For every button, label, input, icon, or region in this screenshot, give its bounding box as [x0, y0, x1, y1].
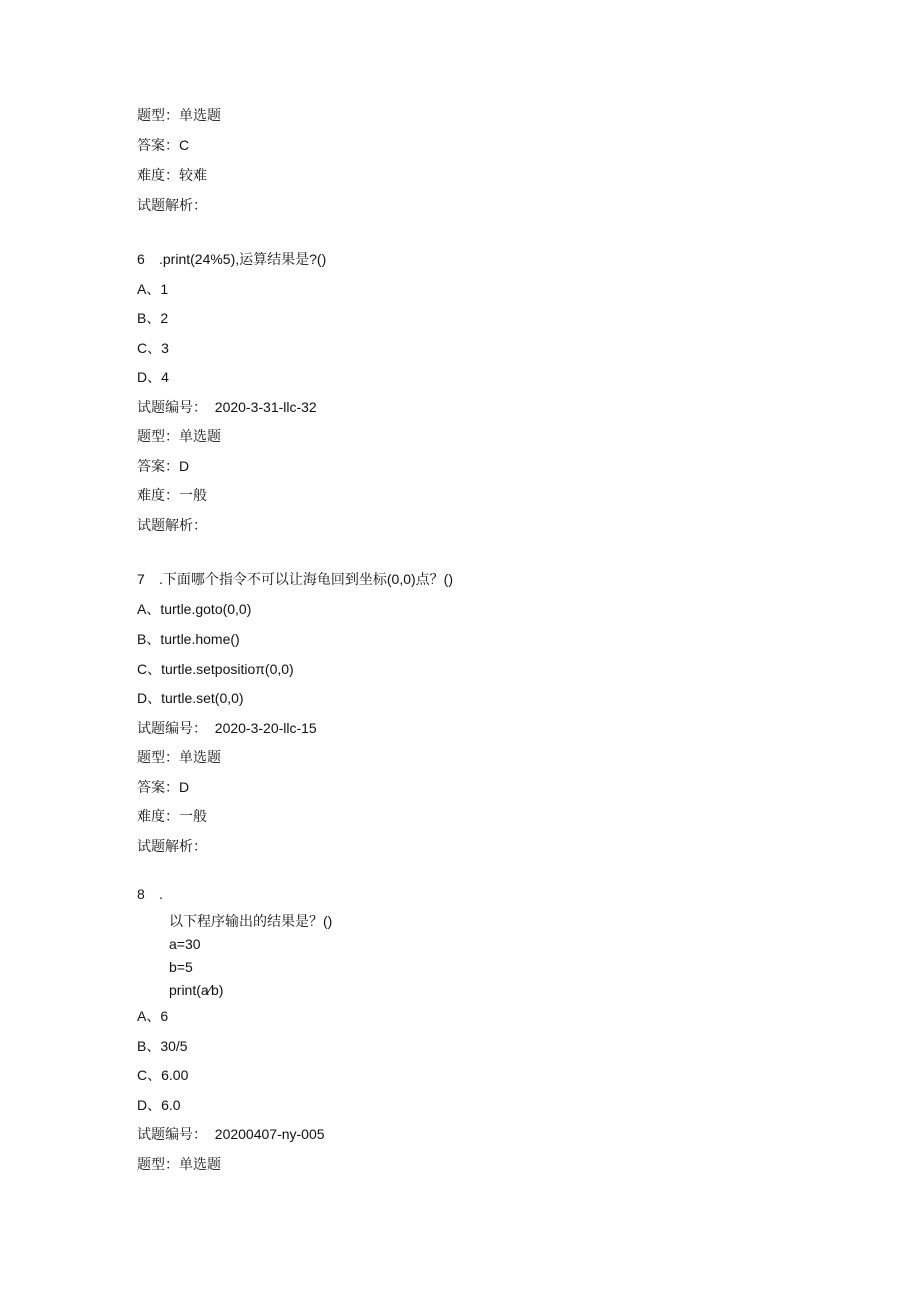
q7-option-c: C、turtle.setpositioπ(0,0) [137, 661, 294, 677]
prev-answer: 答案：C [137, 137, 190, 153]
q7-answer: 答案：D [137, 779, 190, 795]
q7-difficulty: 难度：一般 [137, 808, 207, 824]
q6-difficulty: 难度：一般 [137, 487, 207, 503]
q7-type: 题型：单选题 [137, 749, 221, 765]
prev-analysis: 试题解析： [137, 197, 207, 213]
prev-difficulty: 难度：较难 [137, 167, 207, 183]
q7-analysis: 试题解析： [137, 838, 207, 854]
q6-analysis: 试题解析： [137, 517, 207, 533]
prev-type: 题型：单选题 [137, 107, 221, 123]
q7-stem-line [137, 570, 453, 588]
q8-number: 8 [137, 886, 145, 902]
q6-option-d: D、4 [137, 369, 169, 385]
q7-number: 7 [137, 571, 145, 587]
q8-option-d: D、6.0 [137, 1097, 181, 1113]
q6-type: 题型：单选题 [137, 428, 221, 444]
q8-stem: . [159, 886, 163, 902]
q8-option-c: C、6.00 [137, 1067, 189, 1083]
q8-code-prompt: 以下程序输出的结果是？() [169, 913, 333, 929]
q6-stem-line [137, 250, 326, 268]
q6-option-c: C、3 [137, 340, 169, 356]
q8-option-b: B、30/5 [137, 1038, 188, 1054]
q6-number: 6 [137, 251, 145, 267]
q7-id: 试题编号： 2020-3-20-llc-15 [137, 720, 317, 736]
q8-id: 试题编号： 20200407-ny-005 [137, 1126, 325, 1142]
q7-option-a: A、turtle.goto(0,0) [137, 601, 252, 617]
q6-option-b: B、2 [137, 310, 169, 326]
q7-option-d: D、turtle.set(0,0) [137, 690, 244, 706]
q6-option-a: A、1 [137, 281, 169, 297]
q8-type: 题型：单选题 [137, 1156, 221, 1172]
q8-option-a: A、6 [137, 1008, 169, 1024]
q7-option-b: B、turtle.home() [137, 631, 240, 647]
q6-stem: .print(24%5),运算结果是?() [159, 251, 327, 267]
q6-answer: 答案：D [137, 458, 190, 474]
q6-id: 试题编号： 2020-3-31-llc-32 [137, 399, 317, 415]
q8-code-line-print: print(a⁄b) [169, 982, 224, 998]
q8-code-line-b: b=5 [169, 959, 193, 975]
q7-stem: .下面哪个指令不可以让海龟回到坐标(0,0)点？() [159, 571, 453, 587]
q8-code-line-a: a=30 [169, 936, 201, 952]
q8-stem-line [137, 885, 163, 903]
